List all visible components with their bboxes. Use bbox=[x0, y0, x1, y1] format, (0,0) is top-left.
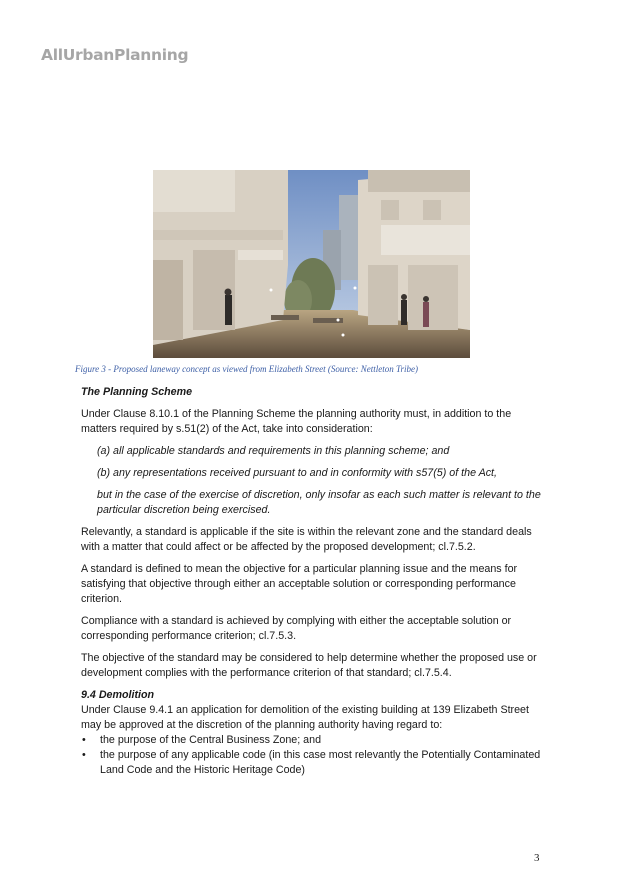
clause-proviso: but in the case of the exercise of discretion, only insofar as each such matter is relevant to the particular discretion being exercised. bbox=[97, 489, 541, 516]
bullet-icon: • bbox=[82, 749, 86, 761]
clause-item-b: (b) any representations received pursuant to and in conformity with s57(5) of the Act, bbox=[97, 467, 497, 479]
page-number: 3 bbox=[534, 852, 540, 864]
figure-caption: Figure 3 - Proposed laneway concept as viewed from Elizabeth Street (Source: Nettleton Tribe) bbox=[75, 364, 419, 374]
demolition-bullet-list bbox=[81, 733, 547, 778]
list-item bbox=[81, 748, 547, 778]
section-heading-planning-scheme: The Planning Scheme bbox=[81, 386, 193, 398]
list-item-text: the purpose of the Central Business Zone; and bbox=[100, 734, 322, 746]
document-body bbox=[81, 385, 547, 778]
paragraph: A standard is defined to mean the objective for a particular planning issue and the means for satisfying that objective through either an acceptable solution or corresponding performance criterion. bbox=[81, 563, 518, 605]
list-item-text: the purpose of any applicable code (in this case most relevantly the Potentially Contaminated Land Code and the Historic Heritage Code) bbox=[100, 749, 541, 776]
section-heading-demolition: 9.4 Demolition bbox=[81, 689, 155, 701]
clause-item-a: (a) all applicable standards and requirements in this planning scheme; and bbox=[97, 445, 450, 457]
paragraph: Compliance with a standard is achieved by complying with either the acceptable solution or corresponding performance criterion; cl.7.5.3. bbox=[81, 615, 512, 642]
company-logo: AllUrbanPlanning bbox=[41, 46, 189, 64]
bullet-icon: • bbox=[82, 734, 86, 746]
laneway-render-image bbox=[153, 170, 470, 358]
paragraph: The objective of the standard may be considered to help determine whether the proposed use or development complies with the performance criterion of that standard; cl.7.5.4. bbox=[81, 652, 537, 679]
planning-scheme-intro: Under Clause 8.10.1 of the Planning Scheme the planning authority must, in addition to the matters required by s.51(2) of the Act, take into consideration: bbox=[81, 408, 512, 435]
demolition-intro: Under Clause 9.4.1 an application for demolition of the existing building at 139 Elizabeth Street may be approved at the discretion of the planning authority having regard to: bbox=[81, 704, 529, 731]
list-item bbox=[81, 733, 547, 748]
paragraph: Relevantly, a standard is applicable if the site is within the relevant zone and the standard deals with a matter that could affect or be affected by the proposed development; cl.7.5.2. bbox=[81, 526, 532, 553]
